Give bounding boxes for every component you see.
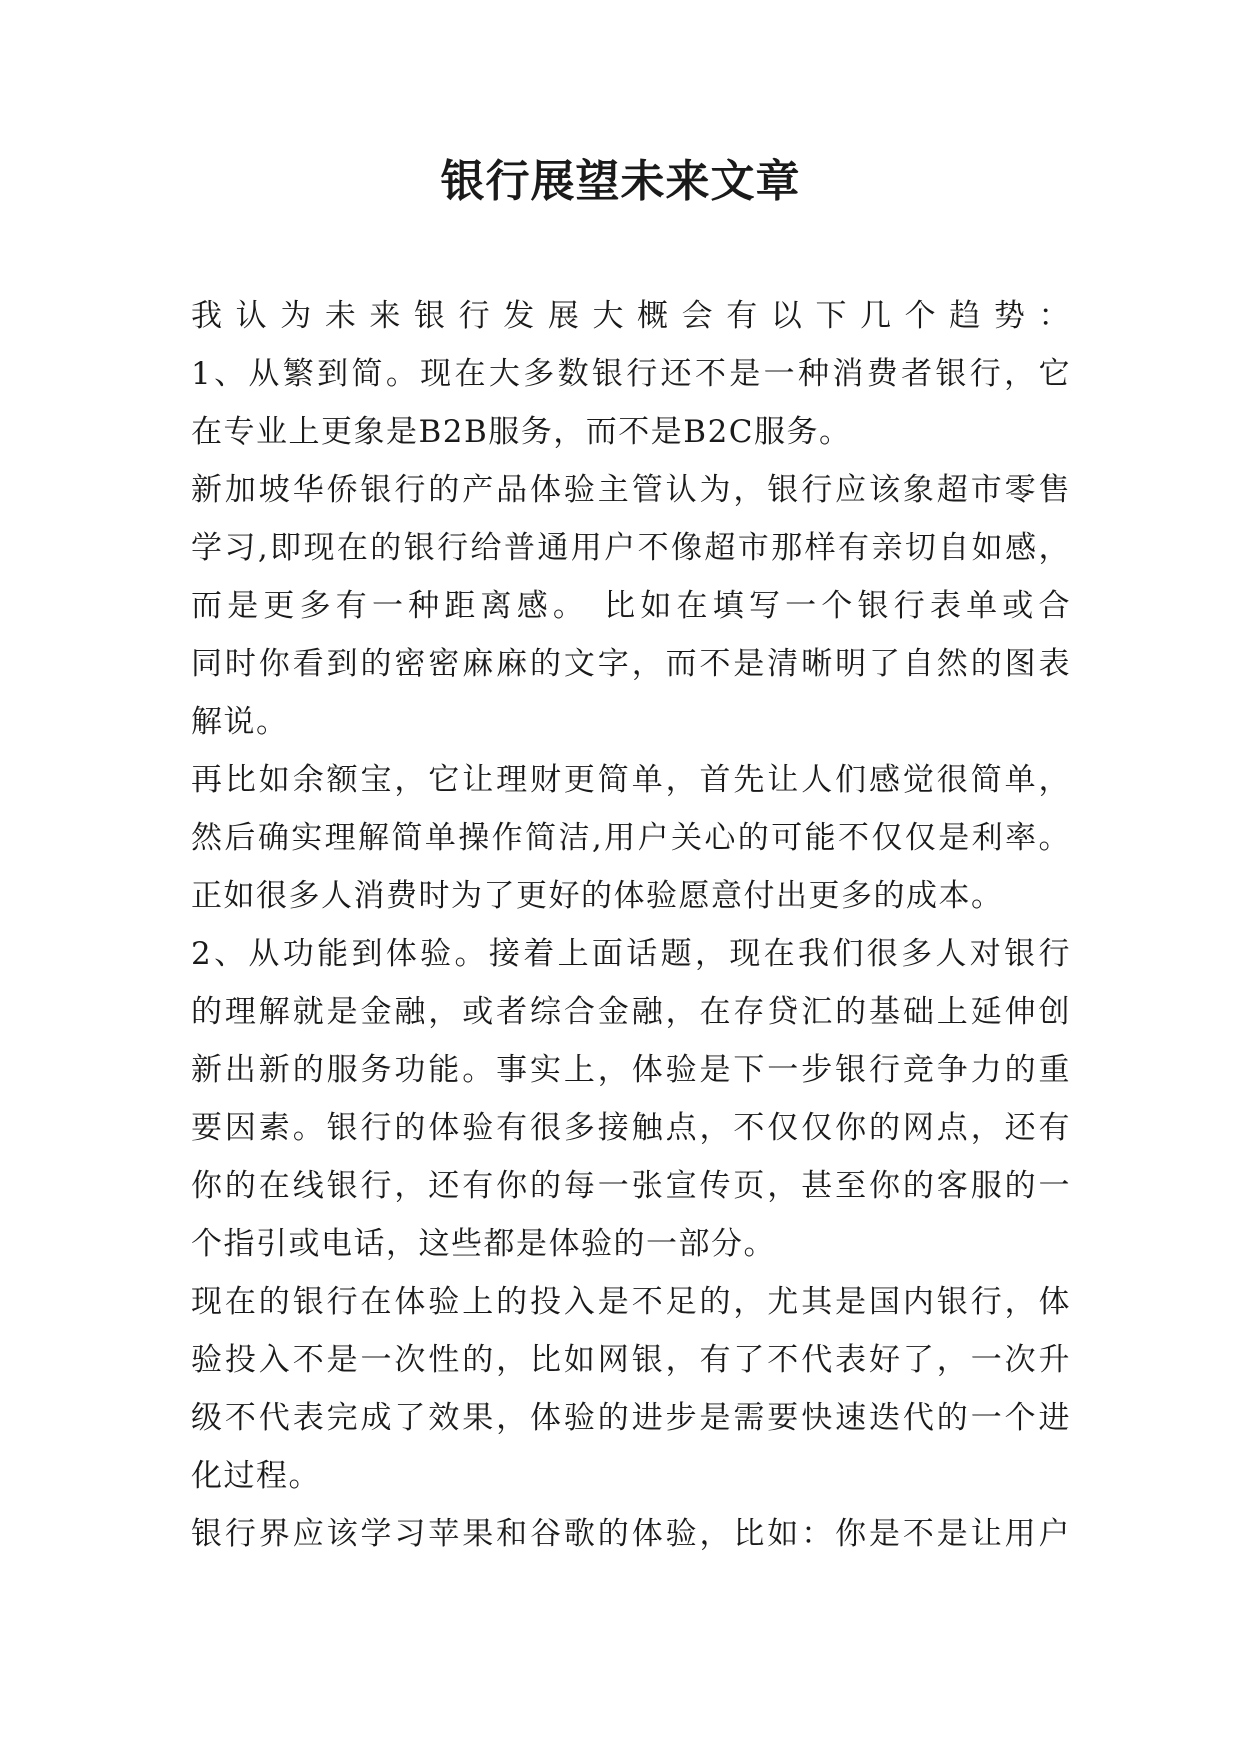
text-line: 1、从繁到简。现在大多数银行还不是一种消费者银行，它 xyxy=(191,356,1071,392)
text-line: 新加坡华侨银行的产品体验主管认为，银行应该象超市零售 xyxy=(191,472,1071,508)
text-line: 级不代表完成了效果，体验的进步是需要快速迭代的一个进 xyxy=(191,1400,1071,1436)
text-line: 在专业上更象是B2B服务，而不是B2C服务。 xyxy=(191,414,852,450)
document-body xyxy=(191,287,1071,1563)
text-line: 你的在线银行，还有你的每一张宣传页，甚至你的客服的一 xyxy=(191,1168,1071,1204)
text-line: 然后确实理解简单操作简洁,用户关心的可能不仅仅是利率。 xyxy=(191,820,1071,856)
text-line: 学习,即现在的银行给普通用户不像超市那样有亲切自如感， xyxy=(191,530,1071,566)
text-line: 再比如余额宝，它让理财更简单，首先让人们感觉很简单， xyxy=(191,762,1071,798)
text-line: 化过程。 xyxy=(191,1458,321,1494)
text-line: 要因素。银行的体验有很多接触点，不仅仅你的网点，还有 xyxy=(191,1110,1071,1146)
document-title: 银行展望未来文章 xyxy=(440,156,801,207)
text-line: 个指引或电话，这些都是体验的一部分。 xyxy=(191,1226,776,1262)
text-line: 银行界应该学习苹果和谷歌的体验，比如：你是不是让用户 xyxy=(191,1516,1071,1552)
text-line: 而是更多有一种距离感。 比如在填写一个银行表单或合 xyxy=(191,588,1071,624)
text-line: 我认为未来银行发展大概会有以下几个趋势： xyxy=(191,298,1071,334)
text-line: 现在的银行在体验上的投入是不足的，尤其是国内银行，体 xyxy=(191,1284,1071,1320)
text-line: 验投入不是一次性的，比如网银，有了不代表好了，一次升 xyxy=(191,1342,1071,1378)
text-line: 正如很多人消费时为了更好的体验愿意付出更多的成本。 xyxy=(191,878,1004,914)
text-line: 的理解就是金融，或者综合金融，在存贷汇的基础上延伸创 xyxy=(191,994,1071,1030)
text-line: 解说。 xyxy=(191,704,289,740)
text-line: 同时你看到的密密麻麻的文字，而不是清晰明了自然的图表 xyxy=(191,646,1071,682)
text-line: 2、从功能到体验。接着上面话题，现在我们很多人对银行 xyxy=(191,936,1071,972)
text-line: 新出新的服务功能。事实上，体验是下一步银行竞争力的重 xyxy=(191,1052,1071,1088)
